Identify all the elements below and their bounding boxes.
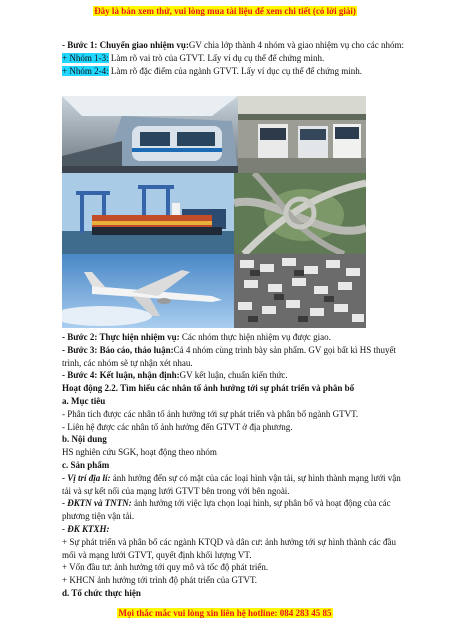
top-banner-text: Đây là bản xem thử, vui lòng mua tài liệu để xem chi tiết (có lời giải) xyxy=(94,6,356,16)
group2-line xyxy=(62,65,404,78)
section-d-title: d. Tổ chức thực hiện xyxy=(62,587,141,598)
socioeconomic-label: - ĐK KTXH: xyxy=(62,523,110,534)
top-banner xyxy=(0,6,450,16)
product-natural xyxy=(62,497,404,523)
section-a-title: a. Mục tiêu xyxy=(62,395,106,406)
step2-line xyxy=(62,331,404,344)
step3-text: Cả 4 nhóm cùng trình bày sản phẩm. GV gọi bất kì HS thuyết trình, các nhóm sẽ tự nhận xét nhau. xyxy=(62,344,396,368)
step4-line xyxy=(62,369,404,382)
bottom-banner xyxy=(0,608,450,618)
section-b-heading xyxy=(62,433,404,446)
step3-label: - Bước 3: Báo cáo, thảo luận: xyxy=(62,344,174,355)
objective-1: - Phân tích được các nhân tố ảnh hưởng tới sự phát triển và phân bố ngành GTVT. xyxy=(62,408,359,419)
traffic-jam-photo xyxy=(234,254,366,328)
location-label: - Vị trí địa lí: xyxy=(62,472,111,483)
bottom-banner-text: Mọi thắc mắc vui lòng xin liên hệ hotline: 084 283 45 85 xyxy=(118,608,332,618)
metro-train-photo xyxy=(62,96,238,173)
main-text-block xyxy=(62,331,404,600)
group1-line xyxy=(62,52,404,65)
natural-label: - ĐKTN và TNTN: xyxy=(62,498,132,509)
step1-label: - Bước 1: Chuyển giao nhiệm vụ: xyxy=(62,40,189,50)
socioeconomic-item-1: + Sự phát triển và phân bố các ngành KTQD và dân cư: ảnh hưởng tới sự hình thành các đầu mối và mạng lưới GTVT, quyết định khối lượng VT. xyxy=(62,536,397,560)
section-d-heading xyxy=(62,587,404,600)
bus-station-photo xyxy=(238,96,366,173)
step1-paragraph xyxy=(62,39,404,52)
section-b-title: b. Nội dung xyxy=(62,434,107,445)
section-c-title: c. Sản phẩm xyxy=(62,459,110,470)
step1-block xyxy=(62,39,404,77)
step2-text: Các nhóm thực hiện nhiệm vụ được giao. xyxy=(179,332,331,342)
step2-label: - Bước 2: Thực hiện nhiệm vụ: xyxy=(62,332,180,342)
step4-text: GV kết luận, chuẩn kiến thức. xyxy=(179,370,288,381)
section-a-heading xyxy=(62,395,404,408)
group1-label: + Nhóm 1-3: xyxy=(62,52,109,63)
section-c-heading xyxy=(62,459,404,472)
product-socioeconomic xyxy=(62,523,404,536)
product-location xyxy=(62,472,404,498)
airplane-photo xyxy=(62,254,234,328)
socioeconomic-item-2: + Vốn đầu tư: ảnh hưởng tới quy mô và tốc độ phát triển. xyxy=(62,562,269,573)
location-text: ảnh hưởng đến sự có mặt của các loại hình vận tải, sự hình thành mạng lưới vận tải và sự kết nối của mạng lưới GTVT bên trong với bên ngoài. xyxy=(62,472,401,496)
step4-label: - Bước 4: Kết luận, nhận định: xyxy=(62,370,180,381)
container-port-photo xyxy=(62,173,234,254)
activity-title: Hoạt động 2.2. Tìm hiểu các nhân tố ảnh hưởng tới sự phát triển và phân bố xyxy=(62,383,355,394)
step3-line xyxy=(62,344,404,370)
highway-interchange-photo xyxy=(234,173,366,254)
natural-text: ảnh hưởng tới việc lựa chọn loại hình, sự phân bố và hoạt động của các phương tiện vận tải. xyxy=(62,498,391,522)
objective-2: - Liên hệ được các nhân tố ảnh hưởng đến GTVT ở địa phương. xyxy=(62,421,293,432)
content-line: HS nghiên cứu SGK, hoạt động theo nhóm xyxy=(62,447,217,458)
activity-heading xyxy=(62,382,404,395)
socioeconomic-item-3: + KHCN ảnh hưởng tới trình độ phát triển của GTVT. xyxy=(62,575,258,586)
group2-text: Làm rõ đặc điểm của ngành GTVT. Lấy ví dục cụ thể để chứng minh. xyxy=(108,65,362,76)
step1-text: GV chia lớp thành 4 nhóm và giao nhiệm vụ cho các nhóm: xyxy=(188,40,404,50)
group1-text: Làm rõ vai trò của GTVT. Lấy ví dụ cụ thể để chứng minh. xyxy=(108,52,325,63)
group2-label: + Nhóm 2-4: xyxy=(62,65,109,76)
